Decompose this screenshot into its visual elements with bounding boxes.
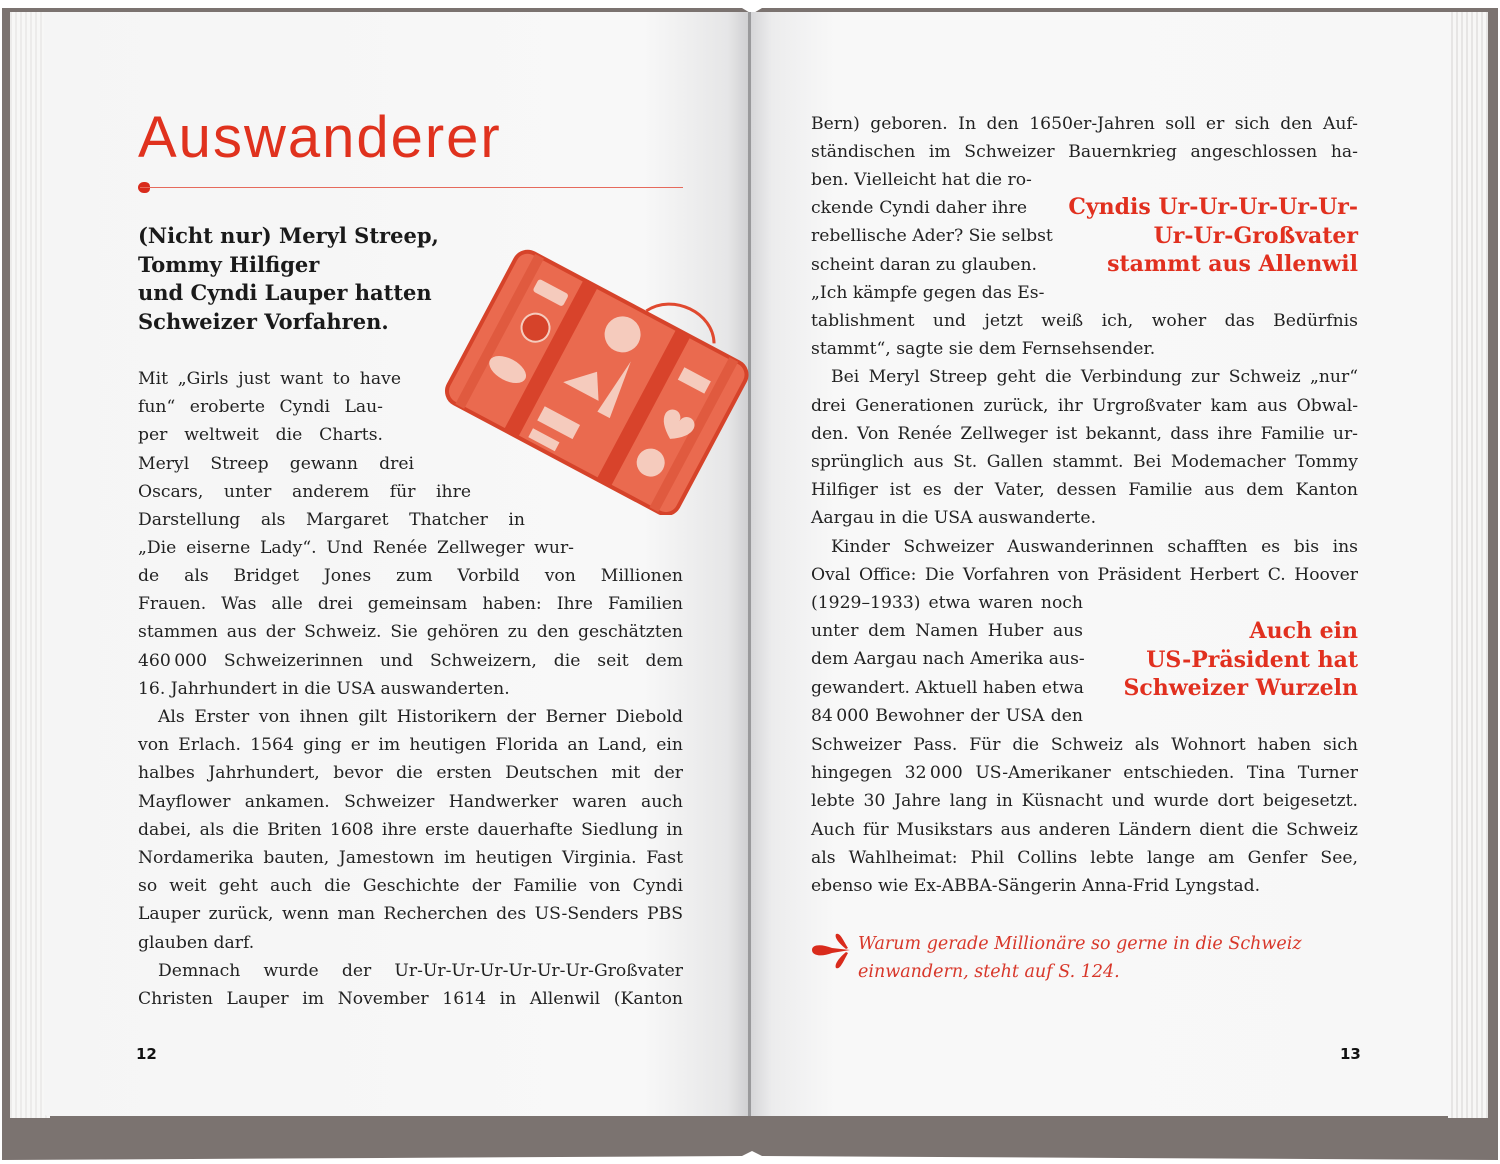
text-line: Oval Office: Die Vorfahren von Präsident Herbert C. Hoover <box>811 564 1358 585</box>
text-line: halbes Jahrhundert, bevor die ersten Deutschen mit der <box>138 763 683 784</box>
pullquote-line: Ur-Ur-Großvater <box>1153 222 1358 249</box>
text-line: Frauen. Was alle drei gemeinsam haben: Ihre Familien <box>138 594 683 615</box>
text-line: Bern) geboren. In den 1650er-Jahren soll er sich den Auf- <box>811 114 1358 134</box>
text-line: Mayflower ankamen. Schweizer Handwerker waren auch <box>138 791 683 812</box>
text-line: ckende Cyndi daher ihre <box>811 198 1027 219</box>
text-line: de als Bridget Jones zum Vorbild von Millionen <box>138 566 683 586</box>
text-line: „Ich kämpfe gegen das Es- <box>811 282 1045 303</box>
right-body-bottom <box>811 731 1358 900</box>
text-line: Oscars, unter anderem für ihre <box>138 481 471 502</box>
text-line: Kinder Schweizer Auswanderinnen schafften es bis ins <box>831 536 1358 557</box>
cross-reference-line: einwandern, steht auf S. 124. <box>858 962 1120 982</box>
text-line: dabei, als die Briten 1608 ihre erste dauerhafte Siedlung in <box>138 819 683 840</box>
text-line: dem Aargau nach Amerika aus- <box>811 649 1085 670</box>
pullquote-line: Cyndis Ur-Ur-Ur-Ur-Ur- <box>1068 194 1358 220</box>
text-line: den. Von Renée Zellweger ist bekannt, dass ihre Familie ur- <box>811 423 1358 444</box>
text-line: ebenso wie Ex-ABBA-Sängerin Anna-Frid Lyngstad. <box>811 876 1261 897</box>
text-line: Bei Meryl Streep geht die Verbindung zur Schweiz „nur“ <box>831 367 1358 388</box>
text-line: fun“ eroberte Cyndi Lau- <box>138 397 383 418</box>
chapter-title: Auswanderer <box>138 105 502 170</box>
text-line: Demnach wurde der Ur-Ur-Ur-Ur-Ur-Ur-Ur-Großvater <box>158 960 683 981</box>
text-line: Auch für Musikstars aus anderen Ländern dient die Schweiz <box>811 819 1358 840</box>
text-line: stammen aus der Schweiz. Sie gehören zu den geschätzten <box>138 622 683 643</box>
text-line: unter dem Namen Huber aus <box>811 621 1083 642</box>
lead-line: Tommy Hilfiger <box>138 251 320 277</box>
page-number-right: 13 <box>1340 1045 1361 1063</box>
lead-paragraph <box>138 222 458 336</box>
left-body-full <box>138 562 683 1013</box>
text-line: „Die eiserne Lady“. Und Renée Zellweger wur- <box>138 538 574 559</box>
text-line: Lauper zurück, wenn man Recherchen des US-Senders PBS <box>138 904 683 925</box>
text-line: tablishment und jetzt weiß ich, woher das Bedürfnis <box>811 311 1358 331</box>
text-line: 16. Jahrhundert in die USA auswanderten. <box>138 678 510 699</box>
text-line: Aargau in die USA auswanderte. <box>811 508 1097 529</box>
text-line: rebellische Ader? Sie selbst <box>811 226 1053 247</box>
text-line: glauben darf. <box>138 932 255 953</box>
text-line: so weit geht auch die Geschichte der Familie von Cyndi <box>138 876 683 897</box>
lead-line: und Cyndi Lauper hatten <box>138 280 432 305</box>
cross-reference-line: Warum gerade Millionäre so gerne in die Schweiz <box>858 934 1302 954</box>
pullquote-line: Auch ein <box>1249 618 1358 644</box>
page-number-left: 12 <box>136 1045 157 1063</box>
right-body-top <box>811 110 1358 166</box>
pullquote-line: US-Präsident hat <box>1146 646 1358 673</box>
text-line: Schweizer Pass. Für die Schweiz als Wohnort haben sich <box>811 735 1358 755</box>
right-body-narrow-1 <box>811 166 1053 307</box>
left-body-narrow <box>138 365 574 562</box>
text-line: ben. Vielleicht hat die ro- <box>811 170 1032 190</box>
lead-line: (Nicht nur) Meryl Streep, <box>138 223 439 248</box>
cross-reference <box>810 930 1302 986</box>
text-line: Hilfiger ist es der Vater, dessen Familie aus dem Kanton <box>811 480 1358 501</box>
lead-line: Schweizer Vorfahren. <box>138 308 389 334</box>
text-line: Meryl Streep gewann drei <box>138 453 414 474</box>
text-line: gewandert. Aktuell haben etwa <box>811 677 1084 698</box>
text-line: (1929–1933) etwa waren noch <box>811 593 1083 613</box>
pullquote-line: stammt aus Allenwil <box>1107 251 1358 277</box>
pullquote-line: Schweizer Wurzeln <box>1123 675 1358 701</box>
pullquote-allenwil <box>1068 193 1358 279</box>
text-line: lebte 30 Jahre lang in Küsnacht und wurde dort beigesetzt. <box>811 791 1358 812</box>
text-line: 84 000 Bewohner der USA den <box>811 705 1083 726</box>
pullquote-us-president <box>1123 617 1358 703</box>
text-line: drei Generationen zurück, ihr Urgroßvater kam aus Obwal- <box>811 395 1358 416</box>
book-gutter <box>748 12 751 1116</box>
text-line: ständischen im Schweizer Bauernkrieg angeschlossen ha- <box>811 142 1358 163</box>
text-line: von Erlach. 1564 ging er im heutigen Florida an Land, ein <box>138 735 683 756</box>
right-body-middle <box>811 307 1358 589</box>
right-body-narrow-2 <box>811 589 1083 730</box>
text-line: per weltweit die Charts. <box>138 425 383 446</box>
page-edges-right <box>1448 12 1488 1118</box>
text-line: Christen Lauper im November 1614 in Allenwil (Kanton <box>138 989 683 1010</box>
text-line: Mit „Girls just want to have <box>138 369 401 389</box>
text-line: hingegen 32 000 US-Amerikaner entschieden. Tina Turner <box>811 763 1358 784</box>
text-line: Als Erster von ihnen gilt Historikern der Berner Diebold <box>158 707 683 728</box>
text-line: als Wahlheimat: Phil Collins lebte lange am Genfer See, <box>811 847 1358 868</box>
text-line: 460 000 Schweizerinnen und Schweizern, die seit dem <box>138 650 683 671</box>
text-line: stammt“, sagte sie dem Fernsehsender. <box>811 339 1156 360</box>
text-line: sprünglich aus St. Gallen stammt. Bei Modemacher Tommy <box>811 452 1358 473</box>
text-line: Nordamerika bauten, Jamestown im heutigen Virginia. Fast <box>138 848 683 869</box>
title-rule <box>140 187 683 188</box>
text-line: Darstellung als Margaret Thatcher in <box>138 510 525 531</box>
text-line: scheint daran zu glauben. <box>811 254 1037 275</box>
arrow-drop-icon <box>810 932 854 972</box>
